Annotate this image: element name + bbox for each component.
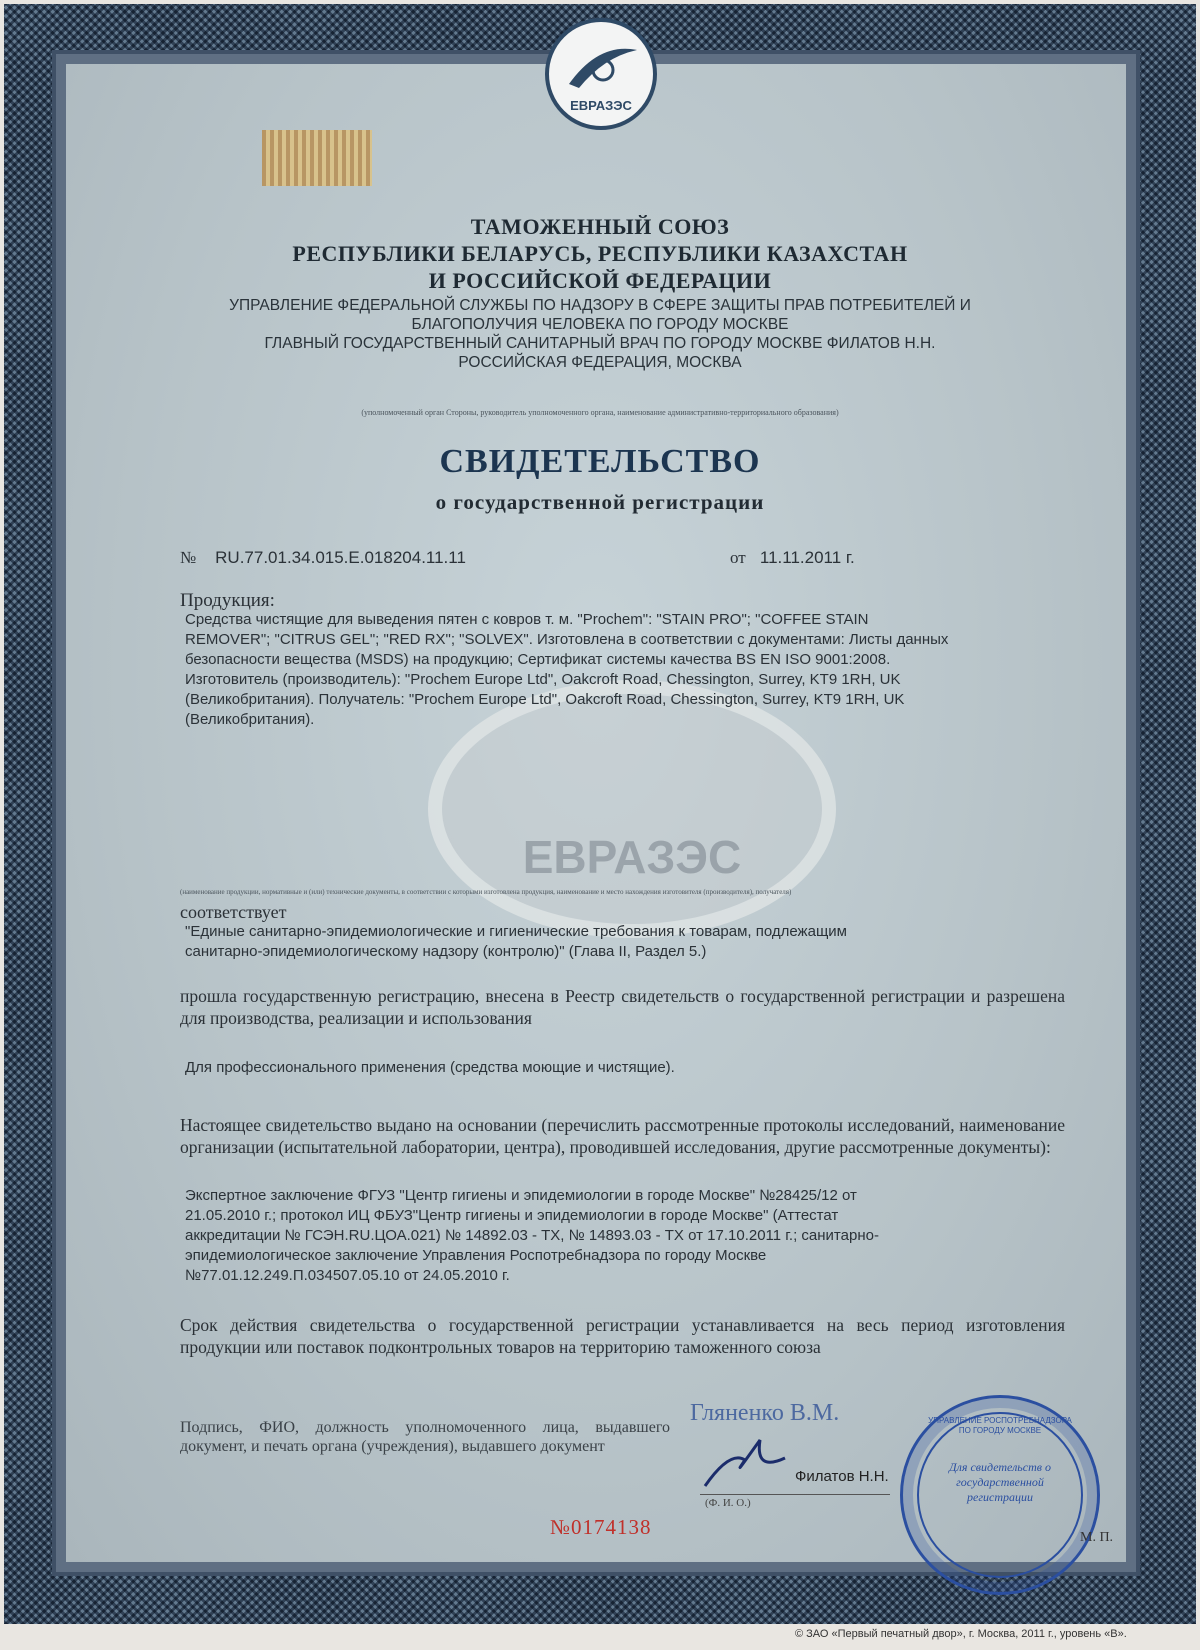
stamped-name: Гляненко В.М.: [690, 1400, 840, 1426]
signature-line: [700, 1494, 890, 1495]
certificate-number-row: [180, 548, 466, 568]
product-description: [185, 610, 1105, 730]
agency-line-3: ГЛАВНЫЙ ГОСУДАРСТВЕННЫЙ САНИТАРНЫЙ ВРАЧ ПО ГОРОДУ МОСКВЕ ФИЛАТОВ Н.Н.: [264, 335, 936, 352]
signature-label: Подпись, ФИО, должность уполномоченного лица, выдавшего документ, и печать органа (учреждения), выдавшего документ: [180, 1419, 670, 1455]
basis-documents: [185, 1186, 879, 1286]
product-label: Продукция:: [180, 590, 275, 611]
issue-date: 11.11.2011 г.: [759, 548, 855, 567]
product-caption: (наименование продукции, нормативные и (или) технические документы, в соответствии с которыми изготовлена продукция, наименование и место нахождения изготовителя (производителя), получателя): [180, 888, 792, 896]
product-line: (Великобритания).: [185, 711, 315, 728]
usage-text: Для профессионального применения (средства моющие и чистящие).: [185, 1059, 675, 1076]
basis-line: Экспертное заключение ФГУЗ "Центр гигиены и эпидемиологии в городе Москве" №28425/12 от: [185, 1187, 857, 1204]
product-line: безопасности вещества (MSDS) на продукцию; Сертификат системы качества BS EN ISO 9001:2008.: [185, 651, 891, 668]
union-line-3: И РОССИЙСКОЙ ФЕДЕРАЦИИ: [428, 268, 772, 293]
conformity-label: соответствует: [180, 902, 287, 922]
signer-name: Филатов Н.Н.: [795, 1468, 889, 1485]
basis-line: аккредитации № ГСЭН.RU.ЦОА.021) № 14892.03 - ТХ, № 14893.03 - ТХ от 17.10.2011 г.; санитарно-: [185, 1227, 879, 1244]
stamp-ring-text: УПРАВЛЕНИЕ РОСПОТРЕБНАДЗОРА ПО ГОРОДУ МОСКВЕ: [928, 1416, 1072, 1435]
watermark-text: ЕВРАЗЭС: [522, 831, 742, 883]
document-subtitle: о государственной регистрации: [435, 490, 765, 514]
evrazes-logo: [545, 18, 657, 130]
basis-text: Настоящее свидетельство выдано на основании (перечислить рассмотренные протоколы исследований, наименование организации (испытательной лаборатории, центра), проводившей исследования, другие рассмотренные документы):: [180, 1115, 1065, 1157]
date-label: от: [730, 548, 746, 567]
product-line: REMOVER"; "CITRUS GEL"; "RED RX"; "SOLVEX". Изготовлена в соответствии с документами: Листы данных: [185, 631, 949, 648]
agency-caption: (уполномоченный орган Стороны, руководитель уполномоченного органа, наименование административно-территориального образования): [361, 408, 839, 417]
official-stamp: [900, 1395, 1100, 1595]
handwritten-signature-icon: [700, 1430, 790, 1492]
fio-caption: (Ф. И. О.): [705, 1497, 751, 1509]
agency-line-2: БЛАГОПОЛУЧИЯ ЧЕЛОВЕКА ПО ГОРОДУ МОСКВЕ: [411, 316, 789, 333]
conformity-line: "Единые санитарно-эпидемиологические и гигиенические требования к товарам, подлежащим: [185, 923, 847, 940]
conformity-line: санитарно-эпидемиологическому надзору (контролю)" (Глава II, Раздел 5.): [185, 943, 707, 960]
hologram-sticker: [262, 130, 372, 186]
basis-line: эпидемиологическое заключение Управления Роспотребнадзора по городу Москве: [185, 1247, 767, 1264]
validity-text: Срок действия свидетельства о государственной регистрации устанавливается на весь период изготовления продукции или поставок подконтрольных товаров на территорию таможенного союза: [180, 1315, 1065, 1357]
mp-label: М. П.: [1080, 1530, 1114, 1545]
date-row: [730, 548, 855, 568]
union-line-2: РЕСПУБЛИКИ БЕЛАРУСЬ, РЕСПУБЛИКИ КАЗАХСТАН: [292, 241, 908, 266]
logo-swoosh-icon: [549, 22, 653, 126]
agency-line-4: РОССИЙСКАЯ ФЕДЕРАЦИЯ, МОСКВА: [458, 354, 742, 371]
svg-text:ЕВРАЗЭС: ЕВРАЗЭС: [570, 98, 632, 113]
number-label: №: [180, 548, 197, 567]
document-title: СВИДЕТЕЛЬСТВО: [439, 443, 761, 480]
basis-line: №77.01.12.249.П.034507.05.10 от 24.05.2010 г.: [185, 1267, 510, 1284]
certificate-number: RU.77.01.34.015.E.018204.11.11: [215, 548, 466, 567]
conformity-text: [185, 922, 847, 962]
agency-line-1: УПРАВЛЕНИЕ ФЕДЕРАЛЬНОЙ СЛУЖБЫ ПО НАДЗОРУ В СФЕРЕ ЗАЩИТЫ ПРАВ ПОТРЕБИТЕЛЕЙ И: [229, 297, 971, 314]
product-line: (Великобритания). Получатель: "Prochem Europe Ltd", Oakcroft Road, Chessington, Surrey, KT9 1RH, UK: [185, 691, 905, 708]
basis-line: 21.05.2010 г.; протокол ИЦ ФБУЗ"Центр гигиены и эпидемиологии в городе Москве" (Аттестат: [185, 1207, 839, 1224]
form-serial-number: №0174138: [550, 1515, 652, 1539]
registration-text: прошла государственную регистрацию, внесена в Реестр свидетельств о государственной регистрации и разрешена для производства, реализации и использования: [180, 986, 1065, 1028]
product-line: Средства чистящие для выведения пятен с ковров т. м. "Prochem": "STAIN PRO"; "COFFEE STAIN: [185, 611, 869, 628]
printer-footer: © ЗАО «Первый печатный двор», г. Москва, 2011 г., уровень «В».: [795, 1628, 1127, 1640]
union-line-1: ТАМОЖЕННЫЙ СОЮЗ: [470, 214, 730, 239]
stamp-inner-text: Для свидетельств о государственной регистрации: [949, 1460, 1051, 1504]
product-line: Изготовитель (производитель): "Prochem Europe Ltd", Oakcroft Road, Chessington, Surrey, KT9 1RH, UK: [185, 671, 901, 688]
